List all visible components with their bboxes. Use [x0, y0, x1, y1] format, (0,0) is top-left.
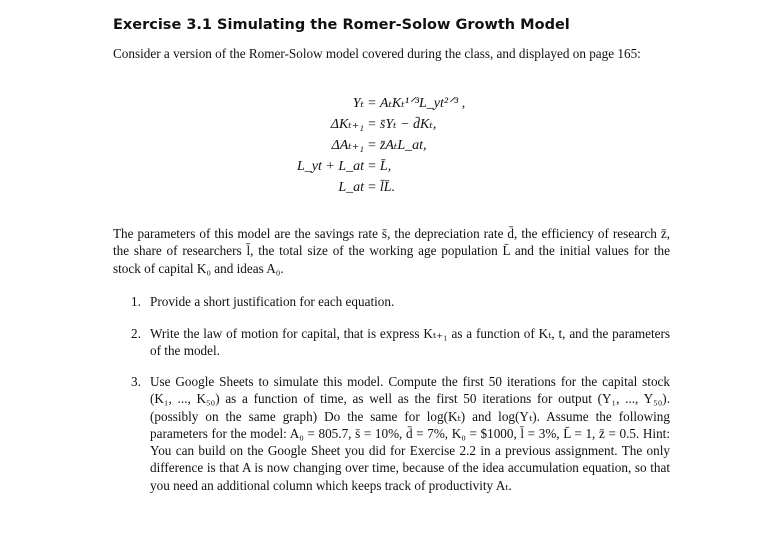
equation-researchers: [250, 177, 465, 198]
equation-lhs: L_yt + L_at: [296, 159, 364, 174]
equation-lhs: ΔAₜ₊₁: [331, 138, 364, 153]
equals-sign: =: [368, 180, 376, 195]
equals-sign: =: [368, 96, 376, 111]
item-text: Provide a short justification for each equation.: [150, 294, 395, 309]
item-number: 2.: [131, 326, 141, 341]
item-text: Use Google Sheets to simulate this model. Compute the first 50 iterations for the capital stock (K₁, ..., K₅₀) as a function of time, as well as the first 50 iterations for output (Y₁, ..., Y₅₀). (possibly on the same graph) Do the same for log(Kₜ) and log(Yₜ). Assume the following parameters for the model: A₀ = 805.7, s̄ = 10%, d̄ = 7%, K₀ = $1000, l̄ = 3%, L̄ = 1, z̄ = 0.5. Hint: You can build on the Google Sheet you did for Exercise 2.2 in a previous assignment. The only difference is that A is now changing over time, because of the idea accumulation equation, so that you need an additional column which keeps track of productivity Aₜ.: [150, 374, 670, 493]
item-number: 1.: [131, 294, 141, 309]
parameters-paragraph: The parameters of this model are the savings rate s̄, the depreciation rate d̄, the efficiency of research z̄, the share of researchers l̄, the total size of the working age population L̄ and the initial values for the stock of capital K₀ and ideas A₀.: [113, 226, 670, 276]
equation-labor: [250, 156, 465, 177]
intro-paragraph: Consider a version of the Romer-Solow model covered during the class, and displayed on page 165:: [113, 46, 641, 61]
equation-lhs: Yₜ: [352, 96, 364, 111]
equation-lhs: ΔKₜ₊₁: [330, 117, 364, 132]
equation-rhs: s̄Yₜ − d̄Kₜ,: [379, 117, 437, 132]
equation-rhs: z̄AₜL_at,: [379, 138, 427, 153]
equation-block: [250, 93, 465, 198]
equation-output: [250, 93, 465, 114]
equals-sign: =: [368, 138, 376, 153]
equation-rhs: AₜKₜ¹ᐟ³L_yt²ᐟ³ ,: [379, 96, 466, 111]
item-number: 3.: [131, 374, 141, 389]
equation-ideas: [250, 135, 465, 156]
equation-lhs: L_at: [338, 180, 364, 195]
equals-sign: =: [368, 117, 376, 132]
exercise-title: Exercise 3.1 Simulating the Romer-Solow Growth Model: [113, 17, 570, 33]
equation-rhs: l̄L̄.: [379, 180, 396, 195]
equals-sign: =: [368, 159, 376, 174]
equation-capital: [250, 114, 465, 135]
item-text: Write the law of motion for capital, that is express Kₜ₊₁ as a function of Kₜ, t, and the parameters of the model.: [150, 326, 670, 359]
equation-rhs: L̄,: [379, 159, 392, 174]
